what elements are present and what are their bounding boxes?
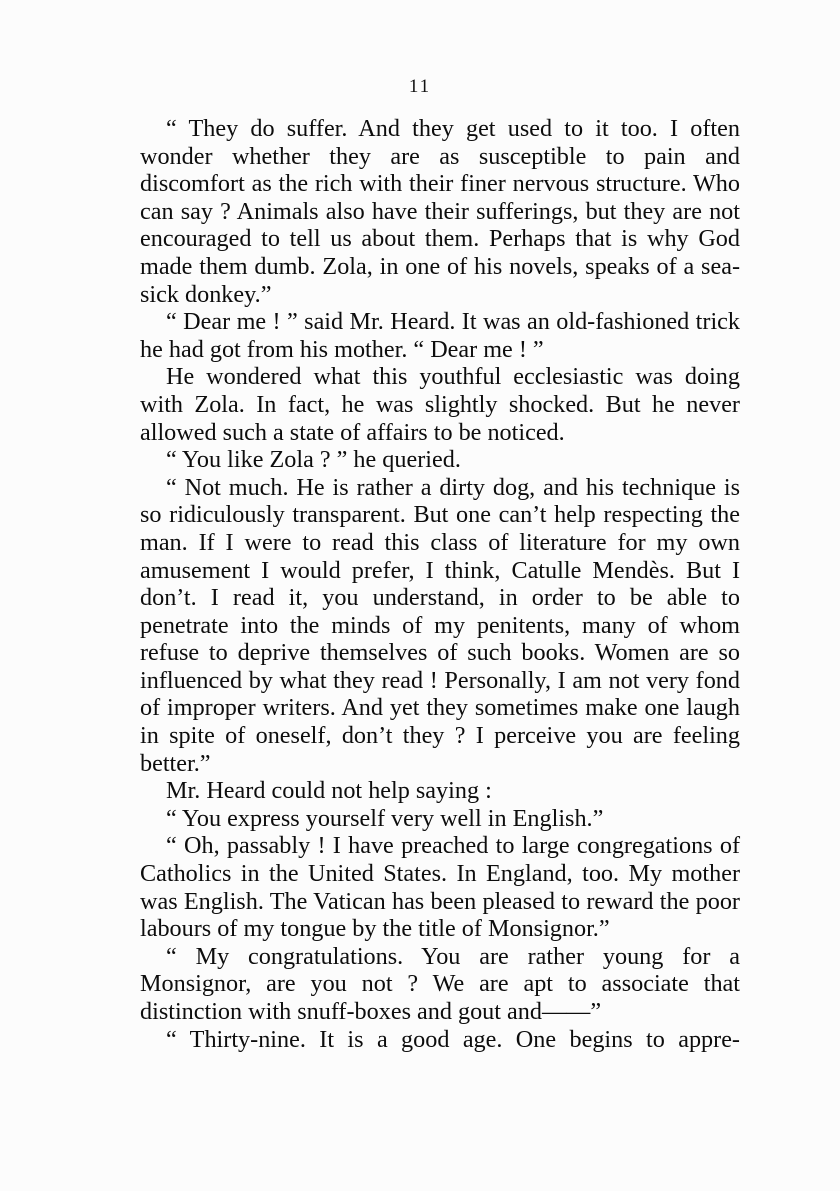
paragraph: “ Dear me ! ” said Mr. Heard. It was an old-fashioned trick he had got from his mother. “ Dear me ! ” bbox=[140, 308, 740, 363]
paragraph: “ You express yourself very well in English.” bbox=[166, 804, 604, 832]
body-text bbox=[140, 115, 740, 1053]
paragraph: Mr. Heard could not help saying : bbox=[166, 777, 492, 805]
paragraph: “ My congratulations. You are rather young for a Monsignor, are you not ? We are apt to associate that distinction with snuff-boxes and gout and——” bbox=[140, 942, 740, 1025]
paragraph: He wondered what this youthful ecclesiastic was doing with Zola. In fact, he was slightly shocked. But he never allowed such a state of affairs to be noticed. bbox=[140, 363, 740, 446]
paragraph: “ You like Zola ? ” he queried. bbox=[166, 446, 461, 474]
page-number: 11 bbox=[408, 76, 432, 97]
paragraph: “ Thirty-nine. It is a good age. One begins to appre- bbox=[166, 1025, 740, 1053]
paragraph: “ Oh, passably ! I have preached to large congregations of Catholics in the United States. In England, too. My mother was English. The Vatican has been pleased to reward the poor labours of my tongue by the title of Monsignor.” bbox=[140, 832, 740, 943]
paragraph: “ Not much. He is rather a dirty dog, and his technique is so ridiculously transparent. But one can’t help respecting the man. If I were to read this class of literature for my own amusement I would prefer, I think, Catulle Mendès. But I don’t. I read it, you understand, in order to be able to penetrate into the minds of my penitents, many of whom refuse to deprive themselves of such books. Women are so influenced by what they read ! Personally, I am not very fond of improper writers. And yet they sometimes make one laugh in spite of oneself, don’t they ? I perceive you are feeling better.” bbox=[140, 473, 740, 777]
paragraph: “ They do suffer. And they get used to it too. I often wonder whether they are as susceptible to pain and discomfort as the rich with their finer nervous structure. Who can say ? Animals also have their sufferings, but they are not encouraged to tell us about them. Perhaps that is why God made them dumb. Zola, in one of his novels, speaks of a sea-sick donkey.” bbox=[140, 115, 740, 308]
